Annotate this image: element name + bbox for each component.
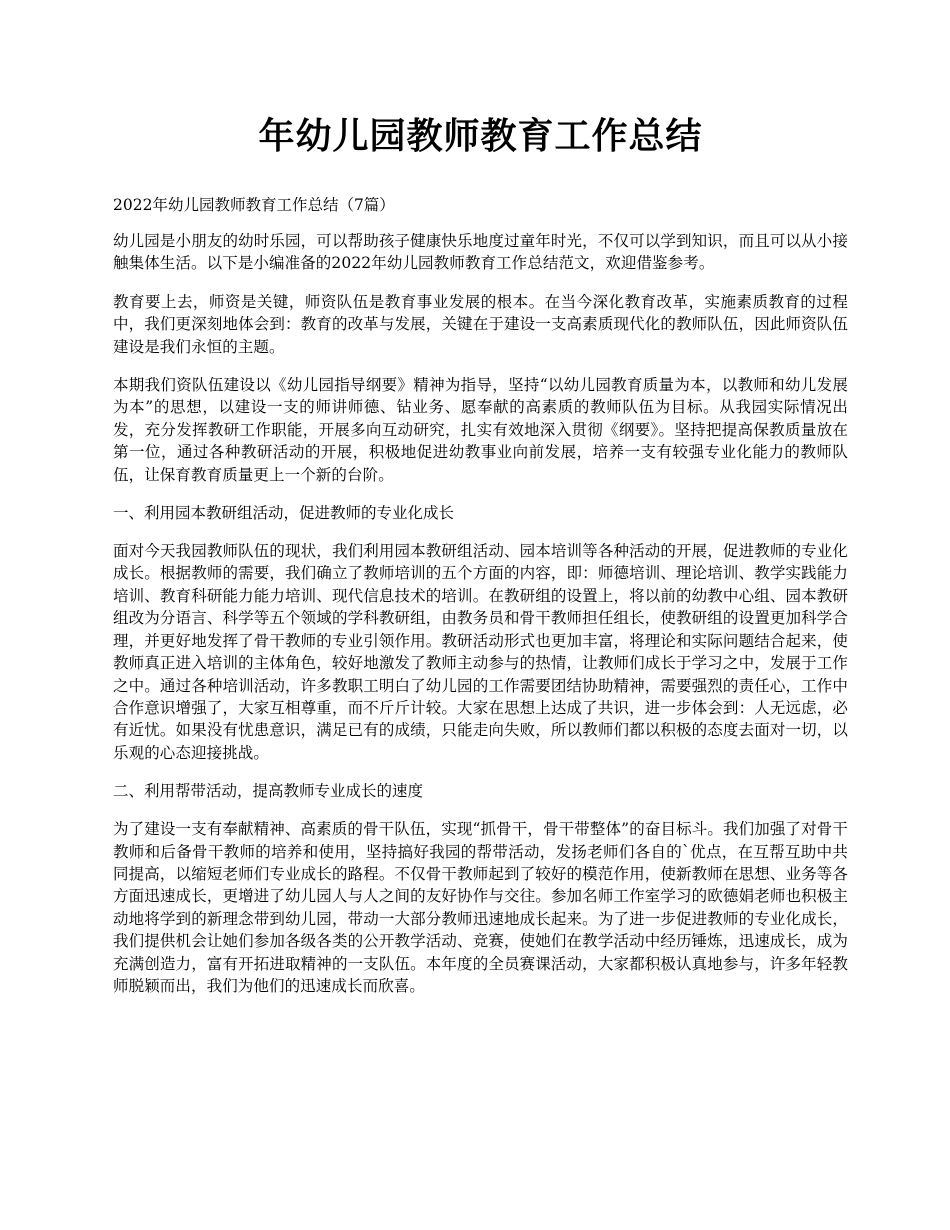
- body-paragraph: 本期我们资队伍建设以《幼儿园指导纲要》精神为指导，坚持“以幼儿园教育质量为本，以教师和幼儿发展为本”的思想，以建设一支的师讲师德、钻业务、愿奉献的高素质的教师队伍为目标。从我园实际情况出发，充分发挥教研工作职能，开展多向互动研究，扎实有效地深入贯彻《纲要》。坚持把提高保教质量放在第一位，通过各种教研活动的开展，积极地促进幼教事业向前发展，培养一支有较强专业化能力的教师队伍，让保育教育质量更上一个新的台阶。: [113, 376, 848, 484]
- document-page: [113, 110, 848, 1013]
- body-paragraph: 教育要上去，师资是关键，师资队伍是教育事业发展的根本。在当今深化教育改革，实施素质教育的过程中，我们更深刻地体会到：教育的改革与发展，关键在于建设一支高素质现代化的教师队伍，因此师资队伍建设是我们永恒的主题。: [113, 292, 848, 356]
- section-body: 面对今天我园教师队伍的现状，我们利用园本教研组活动、园本培训等各种活动的开展，促进教师的专业化成长。根据教师的需要，我们确立了教师培训的五个方面的内容，即：师德培训、理论培训、教学实践能力培训、教育科研能力能力培训、现代信息技术的培训。在教研组的设置上，将以前的幼教中心组、园本教研组改为分语言、科学等五个领域的学科教研组，由教务员和骨干教师担任组长，使教研组的设置更加科学合理，并更好地发挥了骨干教师的专业引领作用。教研活动形式也更加丰富，将理论和实际问题结合起来，使教师真正进入培训的主体角色，较好地激发了教师主动参与的热情，让教师们成长于学习之中，发展于工作之中。通过各种培训活动，许多教职工明白了幼儿园的工作需要团结协助精神，需要强烈的责任心，工作中合作意识增强了，大家互相尊重，而不斤斤计较。大家在思想上达成了共识，进一步体会到：人无远虑，必有近忧。如果没有忧患意识，满足已有的成绩，只能走向失败，所以教师们都以积极的态度去面对一切，以乐观的心态迎接挑战。: [113, 542, 848, 762]
- intro-paragraph: 幼儿园是小朋友的幼时乐园，可以帮助孩子健康快乐地度过童年时光，不仅可以学到知识，而且可以从小接触集体生活。以下是小编准备的2022年幼儿园教师教育工作总结范文，欢迎借鉴参考。: [113, 232, 848, 273]
- page-title: 年幼儿园教师教育工作总结: [258, 115, 703, 157]
- section-heading: 二、利用帮带活动，提高教师专业成长的速度: [113, 782, 424, 801]
- document-subtitle: 2022年幼儿园教师教育工作总结（7篇）: [113, 196, 395, 214]
- section-body: 为了建设一支有奉献精神、高素质的骨干队伍，实现“抓骨干，骨干带整体”的奋目标斗。我们加强了对骨干教师和后备骨干教师的培养和使用，坚持搞好我园的帮带活动，发扬老师们各自的`优点，在互帮互助中共同提高，以缩短老师们专业成长的路程。不仅骨干教师起到了较好的模范作用，使新教师在思想、业务等各方面迅速成长，更增进了幼儿园人与人之间的友好协作与交往。参加名师工作室学习的欧德娟老师也积极主动地将学到的新理念带到幼儿园，带动一大部分教师迅速地成长起来。为了进一步促进教师的专业化成长，我们提供机会让她们参加各级各类的公开教学活动、竞赛，使她们在教学活动中经历锤炼，迅速成长，成为充满创造力，富有开拓进取精神的一支队伍。本年度的全员赛课活动，大家都积极认真地参与，许多年轻教师脱颖而出，我们为他们的迅速成长而欣喜。: [113, 820, 848, 995]
- section-heading: 一、利用园本教研组活动，促进教师的专业化成长: [113, 504, 455, 523]
